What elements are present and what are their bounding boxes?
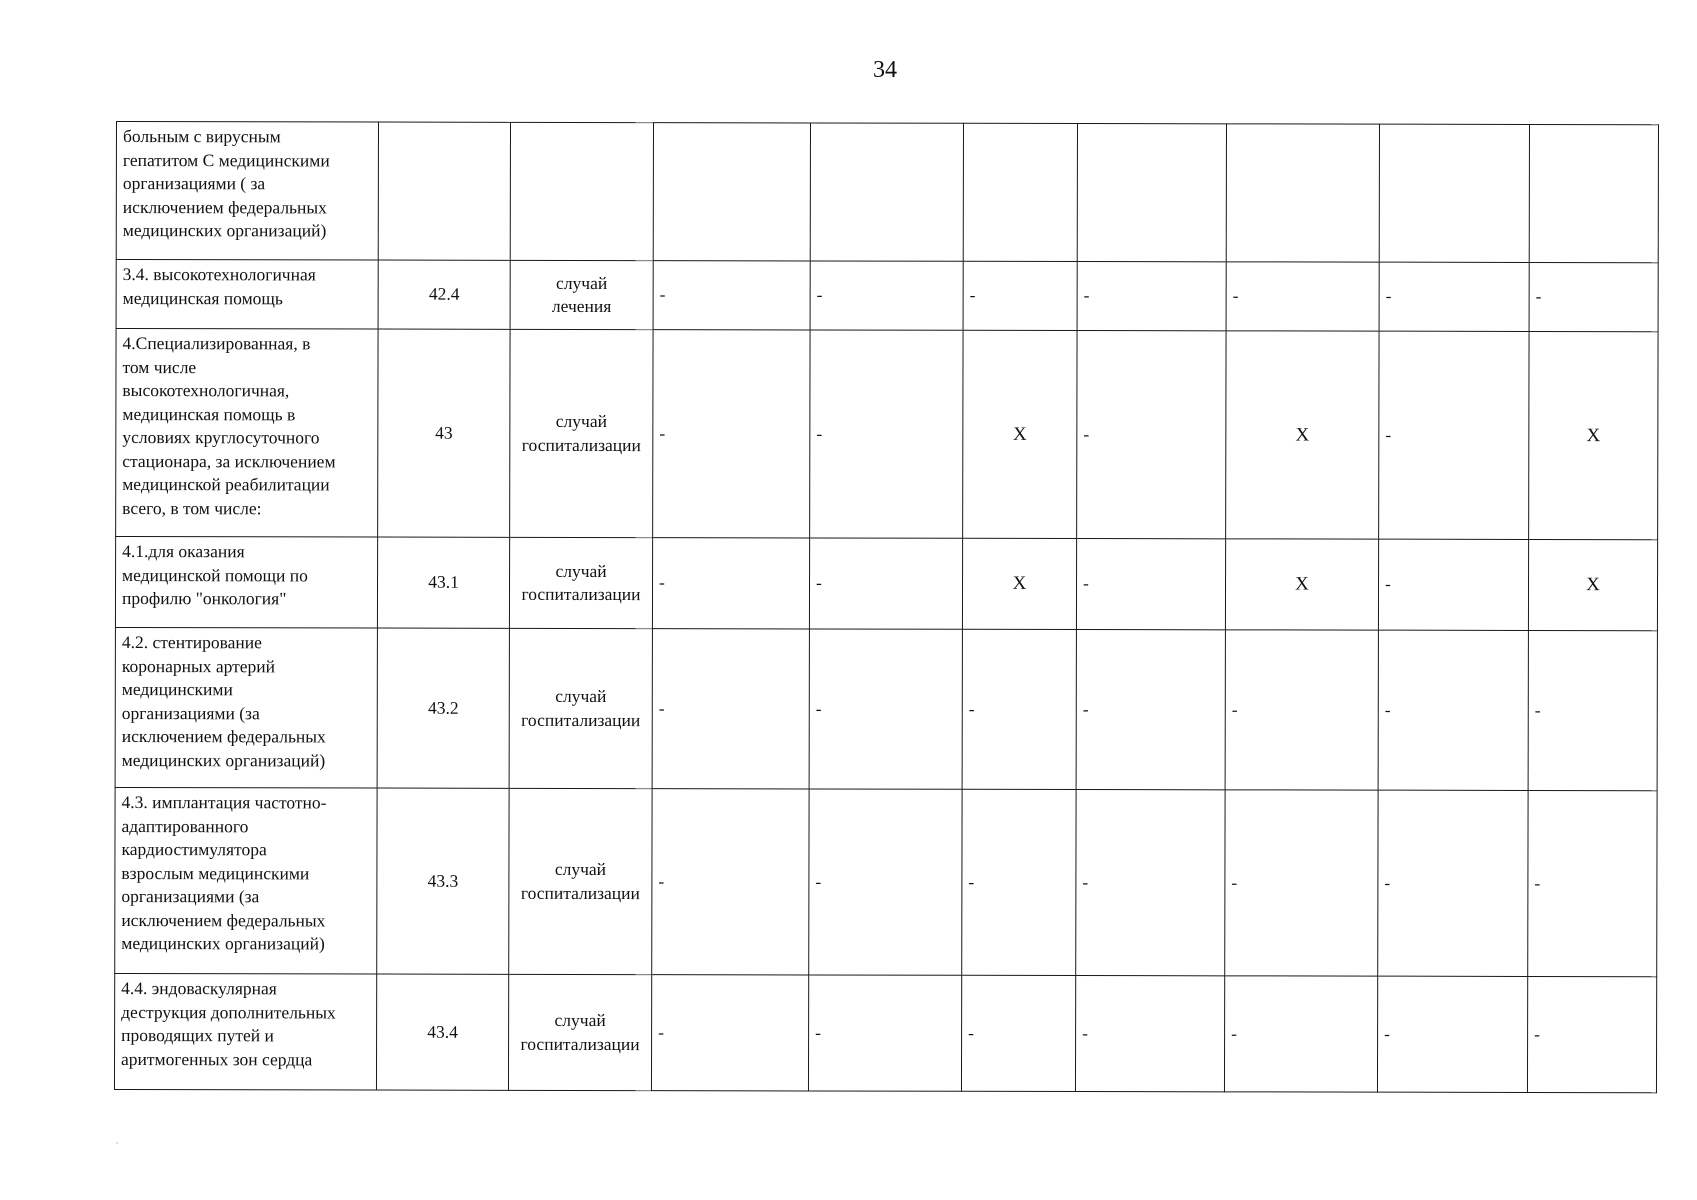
row-unit-cell xyxy=(510,329,653,537)
row-code: 43.4 xyxy=(376,974,508,1090)
row-unit-cell xyxy=(509,788,652,974)
value-cell-col-3: - xyxy=(962,789,1076,975)
value-cell-col-1: - xyxy=(653,330,810,538)
value-cell-col-5: X xyxy=(1226,331,1379,539)
value-cell-col-1: - xyxy=(652,538,809,629)
value-cell-col-1: - xyxy=(653,261,810,330)
table-row xyxy=(115,537,1657,631)
table-row xyxy=(116,260,1658,332)
value-cell-col-4: - xyxy=(1076,790,1225,976)
row-name: 4.1.для оказания медицинской помощи по профилю "онкология" xyxy=(121,541,308,609)
row-unit: случай госпитализации xyxy=(520,1009,640,1054)
row-unit: случай госпитализации xyxy=(521,410,641,455)
row-unit-cell xyxy=(510,122,653,260)
value-cell-col-3: - xyxy=(962,629,1076,789)
value-cell-col-5: - xyxy=(1225,630,1378,790)
value-cell-col-6: - xyxy=(1378,630,1528,790)
row-name-cell xyxy=(114,973,376,1090)
document-table xyxy=(114,121,1659,1093)
row-name-cell xyxy=(115,627,377,788)
value-cell-col-7: - xyxy=(1529,262,1658,331)
value-cell-col-2: - xyxy=(809,538,962,629)
value-cell-col-6: - xyxy=(1377,976,1527,1092)
row-name: больным с вирусным гепатитом С медицинскими организациями ( за исключением федеральных медицинских организаций) xyxy=(122,126,330,241)
value-cell-col-5: - xyxy=(1225,790,1378,976)
value-cell-col-4: - xyxy=(1077,331,1226,539)
value-cell-col-7: - xyxy=(1528,790,1657,976)
row-name-cell xyxy=(115,537,377,629)
value-cell-col-7: - xyxy=(1528,630,1657,790)
value-cell-col-7 xyxy=(1529,124,1658,262)
value-cell-col-3: - xyxy=(963,261,1077,330)
value-cell-col-4 xyxy=(1077,124,1226,262)
value-cell-col-2: - xyxy=(810,261,963,330)
value-cell-col-5 xyxy=(1226,124,1379,262)
row-code: 43.1 xyxy=(377,537,509,628)
value-cell-col-5: X xyxy=(1225,539,1378,630)
value-cell-col-2: - xyxy=(808,975,961,1091)
row-code: 42.4 xyxy=(378,260,510,329)
row-unit: случай госпитализации xyxy=(521,685,641,730)
page-number: 34 xyxy=(873,57,897,83)
row-unit: случай госпитализации xyxy=(521,560,641,605)
table-row xyxy=(116,329,1658,540)
value-cell-col-2: - xyxy=(809,629,962,789)
value-cell-col-5: - xyxy=(1226,262,1379,331)
row-code: 43.2 xyxy=(377,628,509,788)
row-code xyxy=(378,122,510,260)
table-row xyxy=(115,627,1657,790)
row-name-cell xyxy=(116,260,378,330)
value-cell-col-3 xyxy=(963,123,1077,261)
value-cell-col-1: - xyxy=(651,975,808,1091)
value-cell-col-1 xyxy=(653,123,810,261)
value-cell-col-4: - xyxy=(1076,539,1225,630)
value-cell-col-2 xyxy=(810,123,963,261)
row-unit-cell xyxy=(510,260,653,329)
value-cell-col-6: - xyxy=(1378,790,1528,976)
table-row xyxy=(115,787,1657,976)
value-cell-col-5: - xyxy=(1224,976,1377,1092)
row-name: 4.4. эндоваскулярная деструкция дополнительных проводящих путей и аритмогенных зон сердца xyxy=(121,978,336,1069)
table-row xyxy=(114,973,1656,1092)
value-cell-col-3: X xyxy=(963,330,1077,538)
value-cell-col-6 xyxy=(1379,124,1529,262)
value-cell-col-6: - xyxy=(1378,539,1528,630)
value-cell-col-6: - xyxy=(1379,262,1529,331)
value-cell-col-1: - xyxy=(652,629,809,789)
table-row xyxy=(116,122,1658,263)
row-unit-cell xyxy=(508,974,651,1090)
value-cell-col-2: - xyxy=(809,789,962,975)
row-code: 43 xyxy=(378,329,510,537)
row-name: 4.2. стентирование коронарных артерий медицинскими организациями (за исключением федеральных медицинских организаций) xyxy=(121,632,326,770)
value-cell-col-1: - xyxy=(652,789,809,975)
row-unit: случай госпитализации xyxy=(520,858,640,903)
row-unit-cell xyxy=(509,537,652,628)
row-name: 4.Специализированная, в том числе высокотехнологичная, медицинская помощь в условиях круглосуточного стационара, за исключением медицинской реабилитации всего, в том числе: xyxy=(122,333,336,518)
row-name: 4.3. имплантация частотно- адаптированного кардиостимулятора взрослым медицинскими организациями (за исключением федеральных медицинских организаций) xyxy=(121,792,327,954)
row-unit-cell xyxy=(509,628,652,788)
row-name: 3.4. высокотехнологичная медицинская помощь xyxy=(122,264,316,308)
value-cell-col-7: - xyxy=(1527,976,1656,1092)
value-cell-col-4: - xyxy=(1077,262,1226,331)
row-name-cell xyxy=(116,329,378,538)
value-cell-col-2: - xyxy=(810,330,963,538)
row-name-cell xyxy=(116,122,378,261)
value-cell-col-3: X xyxy=(962,538,1076,629)
value-cell-col-3: - xyxy=(961,975,1075,1091)
row-code: 43.3 xyxy=(377,788,509,974)
value-cell-col-4: - xyxy=(1075,976,1224,1092)
row-name-cell xyxy=(115,787,377,974)
scan-artifact xyxy=(116,1142,118,1144)
value-cell-col-4: - xyxy=(1076,630,1225,790)
value-cell-col-6: - xyxy=(1379,331,1529,539)
row-unit: случай лечения xyxy=(551,272,612,317)
value-cell-col-7: X xyxy=(1528,539,1657,630)
table-body xyxy=(114,122,1658,1093)
value-cell-col-7: X xyxy=(1529,331,1658,539)
